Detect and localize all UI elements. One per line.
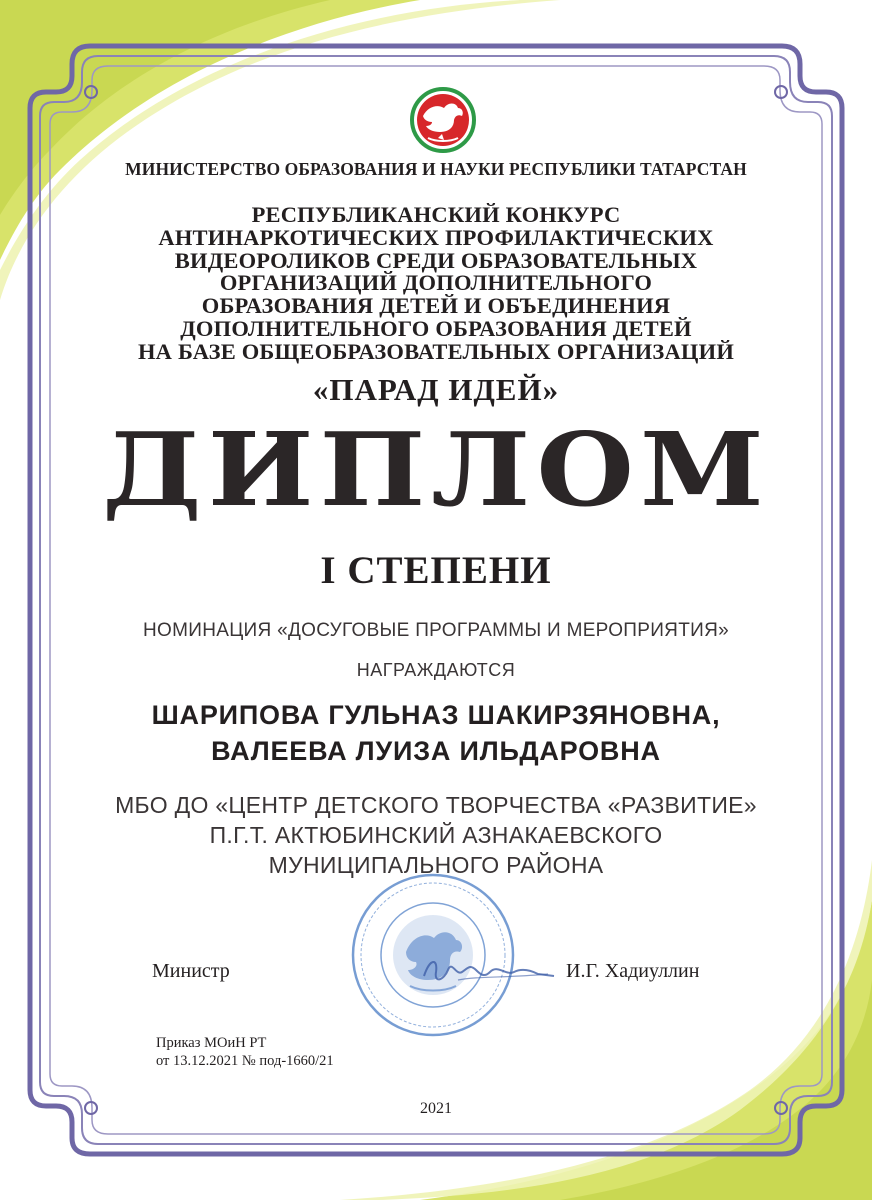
winner-name: ВАЛЕЕВА ЛУИЗА ИЛЬДАРОВНА — [211, 736, 661, 766]
organization-line: П.Г.Т. АКТЮБИНСКИЙ АЗНАКАЕВСКОГО — [209, 822, 663, 848]
contest-line: РЕСПУБЛИКАНСКИЙ КОНКУРС — [251, 202, 621, 227]
contest-name: «ПАРАД ИДЕЙ» — [312, 372, 560, 407]
organization-line: МУНИЦИПАЛЬНОГО РАЙОНА — [268, 852, 604, 878]
awarded-label: НАГРАЖДАЮТСЯ — [356, 660, 516, 680]
contest-line: ОРГАНИЗАЦИЙ ДОПОЛНИТЕЛЬНОГО — [219, 270, 653, 296]
contest-line: НА БАЗЕ ОБЩЕОБРАЗОВАТЕЛЬНЫХ ОРГАНИЗАЦИЙ — [137, 338, 735, 364]
order-reference — [156, 1034, 334, 1070]
contest-line: ОБРАЗОВАНИЯ ДЕТЕЙ И ОБЪЕДИНЕНИЯ — [201, 293, 671, 319]
contest-description — [100, 204, 772, 364]
diploma-degree: I СТЕПЕНИ — [320, 549, 552, 592]
signatory-role: Министр — [152, 960, 230, 982]
contest-line: АНТИНАРКОТИЧЕСКИХ ПРОФИЛАКТИЧЕСКИХ — [158, 224, 714, 250]
diploma-title: ДИПЛОМ — [102, 411, 770, 530]
ministry-title: МИНИСТЕРСТВО ОБРАЗОВАНИЯ И НАУКИ РЕСПУБЛИКИ ТАТАРСТАН — [125, 159, 747, 179]
order-line: Приказ МОиН РТ — [156, 1035, 267, 1051]
contest-line: ДОПОЛНИТЕЛЬНОГО ОБРАЗОВАНИЯ ДЕТЕЙ — [180, 315, 692, 341]
winner-name: ШАРИПОВА ГУЛЬНАЗ ШАКИРЗЯНОВНА, — [151, 700, 721, 730]
organization-line: МБО ДО «ЦЕНТР ДЕТСКОГО ТВОРЧЕСТВА «РАЗВИТИЕ» — [115, 792, 757, 818]
nomination-text: НОМИНАЦИЯ «ДОСУГОВЫЕ ПРОГРАММЫ И МЕРОПРИЯТИЯ» — [143, 620, 729, 641]
document-year: 2021 — [420, 1100, 452, 1117]
order-line: от 13.12.2021 № под-1660/21 — [156, 1053, 334, 1069]
signatory-name: И.Г. Хадиуллин — [566, 960, 700, 982]
contest-line: ВИДЕОРОЛИКОВ СРЕДИ ОБРАЗОВАТЕЛЬНЫХ — [174, 247, 698, 273]
